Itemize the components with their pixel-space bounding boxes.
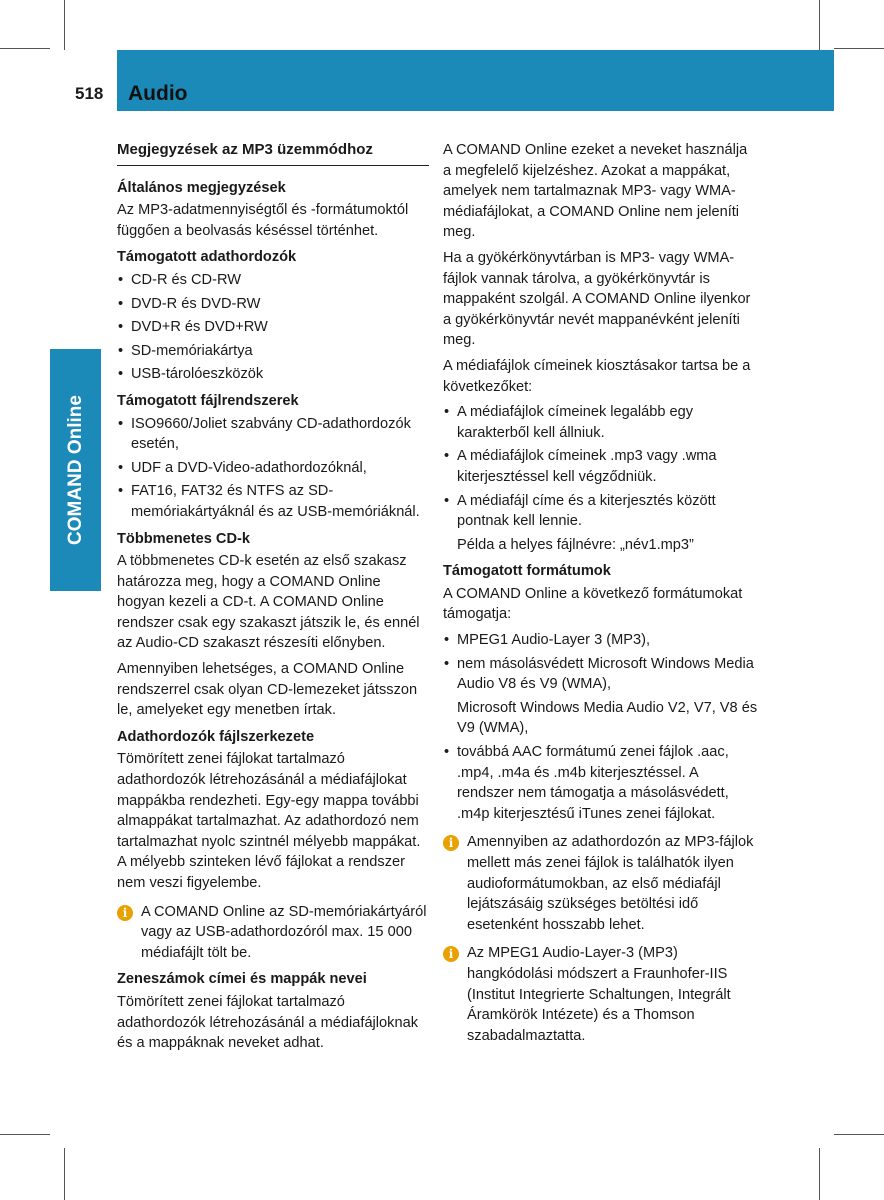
info-text: A COMAND Online az SD-memóriakártyáról vagy az USB-adathordozóról max. 15 000 médiafájlt tölt be.: [141, 903, 427, 961]
rules-list: [443, 402, 758, 532]
list-item: • A médiafájl címe és a kiterjesztés között pontnak kell lennie.: [443, 491, 758, 532]
info-note: [443, 943, 758, 1046]
names-heading: Zeneszámok címei és mappák nevei: [117, 971, 367, 988]
list-item: • DVD+R és DVD+RW: [117, 317, 429, 338]
list-item-text: nem másolásvédett Microsoft Windows Media Audio V8 és V9 (WMA),: [457, 655, 754, 693]
multisession-text: A többmenetes CD-k esetén az első szakasz határozza meg, hogy a COMAND Online hogyan kezeli a CD-t. A COMAND Online rendszer csak egy szakaszt játszik le, és ennél az Audio-CD szakaszt részesíti előnyben.: [117, 553, 420, 652]
info-icon: i: [443, 835, 459, 851]
rules-intro: A médiafájlok címeinek kiosztásakor tartsa be a következőket:: [443, 357, 751, 395]
left-column: [117, 140, 429, 1059]
page-number: 518: [75, 84, 104, 103]
list-item: • MPEG1 Audio-Layer 3 (MP3),: [443, 630, 758, 651]
info-note: [117, 902, 429, 964]
info-icon: i: [443, 946, 459, 962]
general-text: Az MP3-adatmennyiségtől és -formátumoktól függően a beolvasás késéssel történhet.: [117, 202, 409, 239]
crop-mark-top-left-v: [64, 0, 65, 50]
filesystems-heading: Támogatott fájlrendszerek: [117, 392, 299, 409]
structure-heading: Adathordozók fájlszerkezete: [117, 728, 315, 745]
filename-example: Példa a helyes fájlnévre: „név1.mp3”: [457, 536, 694, 553]
crop-mark-bottom-right-v: [819, 1148, 820, 1200]
page-title: Audio: [128, 82, 188, 105]
crop-mark-bottom-left-v: [64, 1148, 65, 1200]
side-tab-label-box: [50, 349, 101, 591]
formats-heading: Támogatott formátumok: [443, 563, 611, 580]
media-list: [117, 270, 429, 385]
section-title: Megjegyzések az MP3 üzemmódhoz: [117, 140, 429, 166]
multisession-note: Amennyiben lehetséges, a COMAND Online rendszerrel csak olyan CD-lemezeket játsszon le, amelyeket egy menetben írtak.: [117, 661, 418, 719]
crop-mark-top-right-v: [819, 0, 820, 50]
list-item: • DVD-R és DVD-RW: [117, 294, 429, 315]
list-item: • A médiafájlok címeinek legalább egy karakterből kell állniuk.: [443, 402, 758, 443]
structure-text: Tömörített zenei fájlokat tartalmazó adathordozók létrehozásánál a médiafájlokat mappákba rendezheti. Egy-egy mappa további almappákat tartalmazhat. Az adathordozó nem tartalmazhat nyolc szintnél mélyebb mappákat. A mélyebb szinteken lévő fájlokat a rendszer nem veszi figyelembe.: [117, 751, 421, 891]
list-item: • FAT16, FAT32 és NTFS az SD-memóriakártyáknál és az USB-memóriáknál.: [117, 481, 429, 522]
filesystems-list: [117, 414, 429, 523]
list-item: [443, 654, 758, 739]
side-tab-label: COMAND Online: [64, 395, 86, 545]
crop-mark-bottom-right-h: [834, 1134, 884, 1135]
right-column: [443, 140, 758, 1052]
formats-text: A COMAND Online a következő formátumokat támogatja:: [443, 585, 743, 623]
crop-mark-bottom-left-h: [0, 1134, 50, 1135]
list-item: • A médiafájlok címeinek .mp3 vagy .wma kiterjesztéssel kell végződniük.: [443, 446, 758, 487]
list-item: • továbbá AAC formátumú zenei fájlok .aac, .mp4, .m4a és .m4b kiterjesztéssel. A rendszer nem támogatja a másolásvédett, .m4p kiterjesztésű iTunes zenei fájlokat.: [443, 742, 758, 824]
general-heading: Általános megjegyzések: [117, 179, 286, 196]
list-item: • SD-memóriakártya: [117, 341, 429, 362]
list-item: • CD-R és CD-RW: [117, 270, 429, 291]
list-item: • USB-tárolóeszközök: [117, 364, 429, 385]
media-heading: Támogatott adathordozók: [117, 249, 297, 266]
root-paragraph: Ha a gyökérkönyvtárban is MP3- vagy WMA-fájlok vannak tárolva, a gyökérkönyvtár is mappaként szolgál. A COMAND Online ilyenkor a gyökérkönyvtár nevét mappanévként jeleníti meg.: [443, 249, 751, 349]
info-icon: i: [117, 905, 133, 921]
info-text: Amennyiben az adathordozón az MP3-fájlok mellett más zenei fájlok is találhatók ilyen audioformátumokban, az első médiafájl lejátszásáig szükséges betöltési idő esetenként hosszabb lehet.: [467, 834, 754, 933]
list-item-sub: Microsoft Windows Media Audio V2, V7, V8 és V9 (WMA),: [457, 699, 758, 737]
list-item: • UDF a DVD-Video-adathordozóknál,: [117, 458, 429, 479]
formats-list: [443, 630, 758, 824]
multisession-heading: Többmenetes CD-k: [117, 530, 250, 547]
info-text: Az MPEG1 Audio-Layer-3 (MP3) hangkódolási módszert a Fraunhofer-IIS (Institut Integrierte Schaltungen, Integrált Áramkörök Intézete) és a Thomson szabadalmaztatta.: [467, 945, 731, 1044]
intro-paragraph: A COMAND Online ezeket a neveket használja a megfelelő kijelzéshez. Azokat a mappákat, amelyek nem tartalmaznak MP3- vagy WMA-médiafájlokat, a COMAND Online nem jeleníti meg.: [443, 142, 748, 241]
info-note: [443, 832, 758, 935]
list-item: • ISO9660/Joliet szabvány CD-adathordozók esetén,: [117, 414, 429, 455]
header-bar: [117, 50, 834, 111]
crop-mark-top-left-h: [0, 48, 50, 49]
names-text: Tömörített zenei fájlokat tartalmazó adathordozók létrehozásánál a médiafájloknak és a mappáknak neveket adhat.: [117, 993, 418, 1052]
crop-mark-top-right-h: [834, 48, 884, 49]
